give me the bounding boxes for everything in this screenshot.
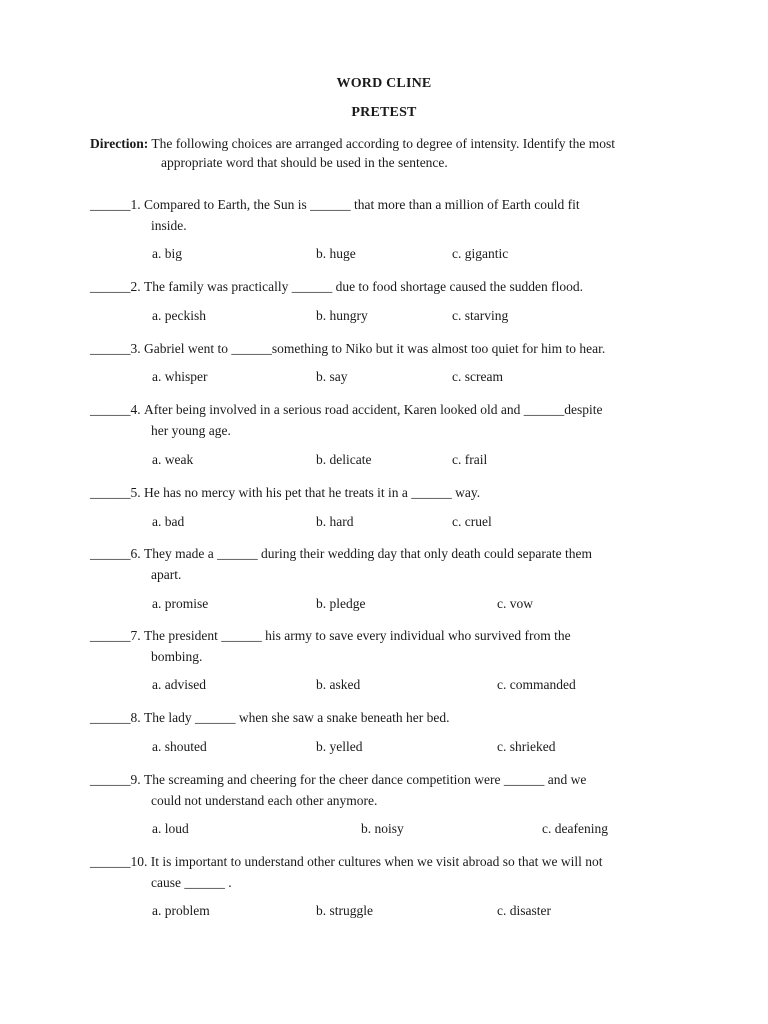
question-7 [90, 625, 680, 667]
option-b: b. huge [316, 246, 356, 261]
answer-blank: ______8. [90, 710, 144, 725]
question-text: The lady ______ when she saw a snake beneath her bed. [144, 710, 450, 725]
question-text-cont: inside. [151, 218, 187, 233]
answer-blank: ______9. [90, 772, 144, 787]
option-a: a. shouted [152, 739, 207, 754]
direction-label: Direction: [90, 136, 149, 151]
question-9 [90, 769, 680, 811]
question-text: After being involved in a serious road accident, Karen looked old and ______despite [144, 402, 603, 417]
option-a: a. bad [152, 514, 185, 529]
question-text: The family was practically ______ due to food shortage caused the sudden flood. [144, 279, 584, 294]
page-title: WORD CLINE [336, 76, 432, 91]
question-text: Compared to Earth, the Sun is ______ that more than a million of Earth could fit [144, 197, 580, 212]
option-b: b. noisy [361, 821, 404, 836]
question-text: The president ______ his army to save every individual who survived from the [144, 628, 571, 643]
question-4 [90, 399, 680, 441]
question-text-cont: apart. [151, 567, 182, 582]
option-b: b. pledge [316, 596, 366, 611]
question-text: It is important to understand other cultures when we visit abroad so that we will not [150, 854, 603, 869]
question-text: He has no mercy with his pet that he treats it in a ______ way. [144, 485, 481, 500]
option-c: c. disaster [497, 903, 551, 918]
option-b: b. yelled [316, 739, 363, 754]
page-subtitle: PRETEST [351, 105, 417, 120]
option-b: b. say [316, 369, 348, 384]
answer-blank: ______1. [90, 197, 144, 212]
direction-text-line2: appropriate word that should be used in the sentence. [161, 155, 448, 170]
option-c: c. shrieked [497, 739, 556, 754]
option-a: a. big [152, 246, 182, 261]
option-c: c. deafening [542, 821, 608, 836]
direction-block [90, 134, 690, 172]
option-b: b. hungry [316, 308, 368, 323]
question-text: They made a ______ during their wedding day that only death could separate them [144, 546, 592, 561]
option-c: c. scream [452, 369, 503, 384]
answer-blank: ______3. [90, 341, 144, 356]
answer-blank: ______10. [90, 854, 151, 869]
option-c: c. gigantic [452, 246, 509, 261]
option-a: a. problem [152, 903, 210, 918]
option-c: c. commanded [497, 677, 576, 692]
question-3 [90, 338, 680, 359]
question-10 [90, 851, 680, 893]
question-text: The screaming and cheering for the cheer dance competition were ______ and we [144, 772, 587, 787]
answer-blank: ______4. [90, 402, 144, 417]
option-c: c. cruel [452, 514, 492, 529]
question-text-cont: her young age. [151, 423, 231, 438]
question-6 [90, 543, 680, 585]
question-text-cont: could not understand each other anymore. [151, 793, 378, 808]
option-c: c. starving [452, 308, 509, 323]
option-a: a. promise [152, 596, 209, 611]
question-text-cont: bombing. [151, 649, 203, 664]
option-a: a. loud [152, 821, 189, 836]
answer-blank: ______2. [90, 279, 144, 294]
option-b: b. asked [316, 677, 361, 692]
answer-blank: ______7. [90, 628, 144, 643]
answer-blank: ______5. [90, 485, 144, 500]
option-b: b. hard [316, 514, 354, 529]
option-b: b. struggle [316, 903, 373, 918]
option-a: a. weak [152, 452, 194, 467]
option-a: a. advised [152, 677, 206, 692]
option-a: a. peckish [152, 308, 206, 323]
answer-blank: ______6. [90, 546, 144, 561]
question-8 [90, 707, 680, 728]
option-c: c. frail [452, 452, 488, 467]
question-text-cont: cause ______ . [151, 875, 232, 890]
question-2 [90, 276, 680, 297]
direction-text-line1: The following choices are arranged according to degree of intensity. Identify the most [148, 136, 615, 151]
question-text: Gabriel went to ______something to Niko but it was almost too quiet for him to hear. [144, 341, 606, 356]
option-a: a. whisper [152, 369, 208, 384]
question-5 [90, 482, 680, 503]
option-c: c. vow [497, 596, 533, 611]
question-1 [90, 194, 680, 236]
option-b: b. delicate [316, 452, 372, 467]
